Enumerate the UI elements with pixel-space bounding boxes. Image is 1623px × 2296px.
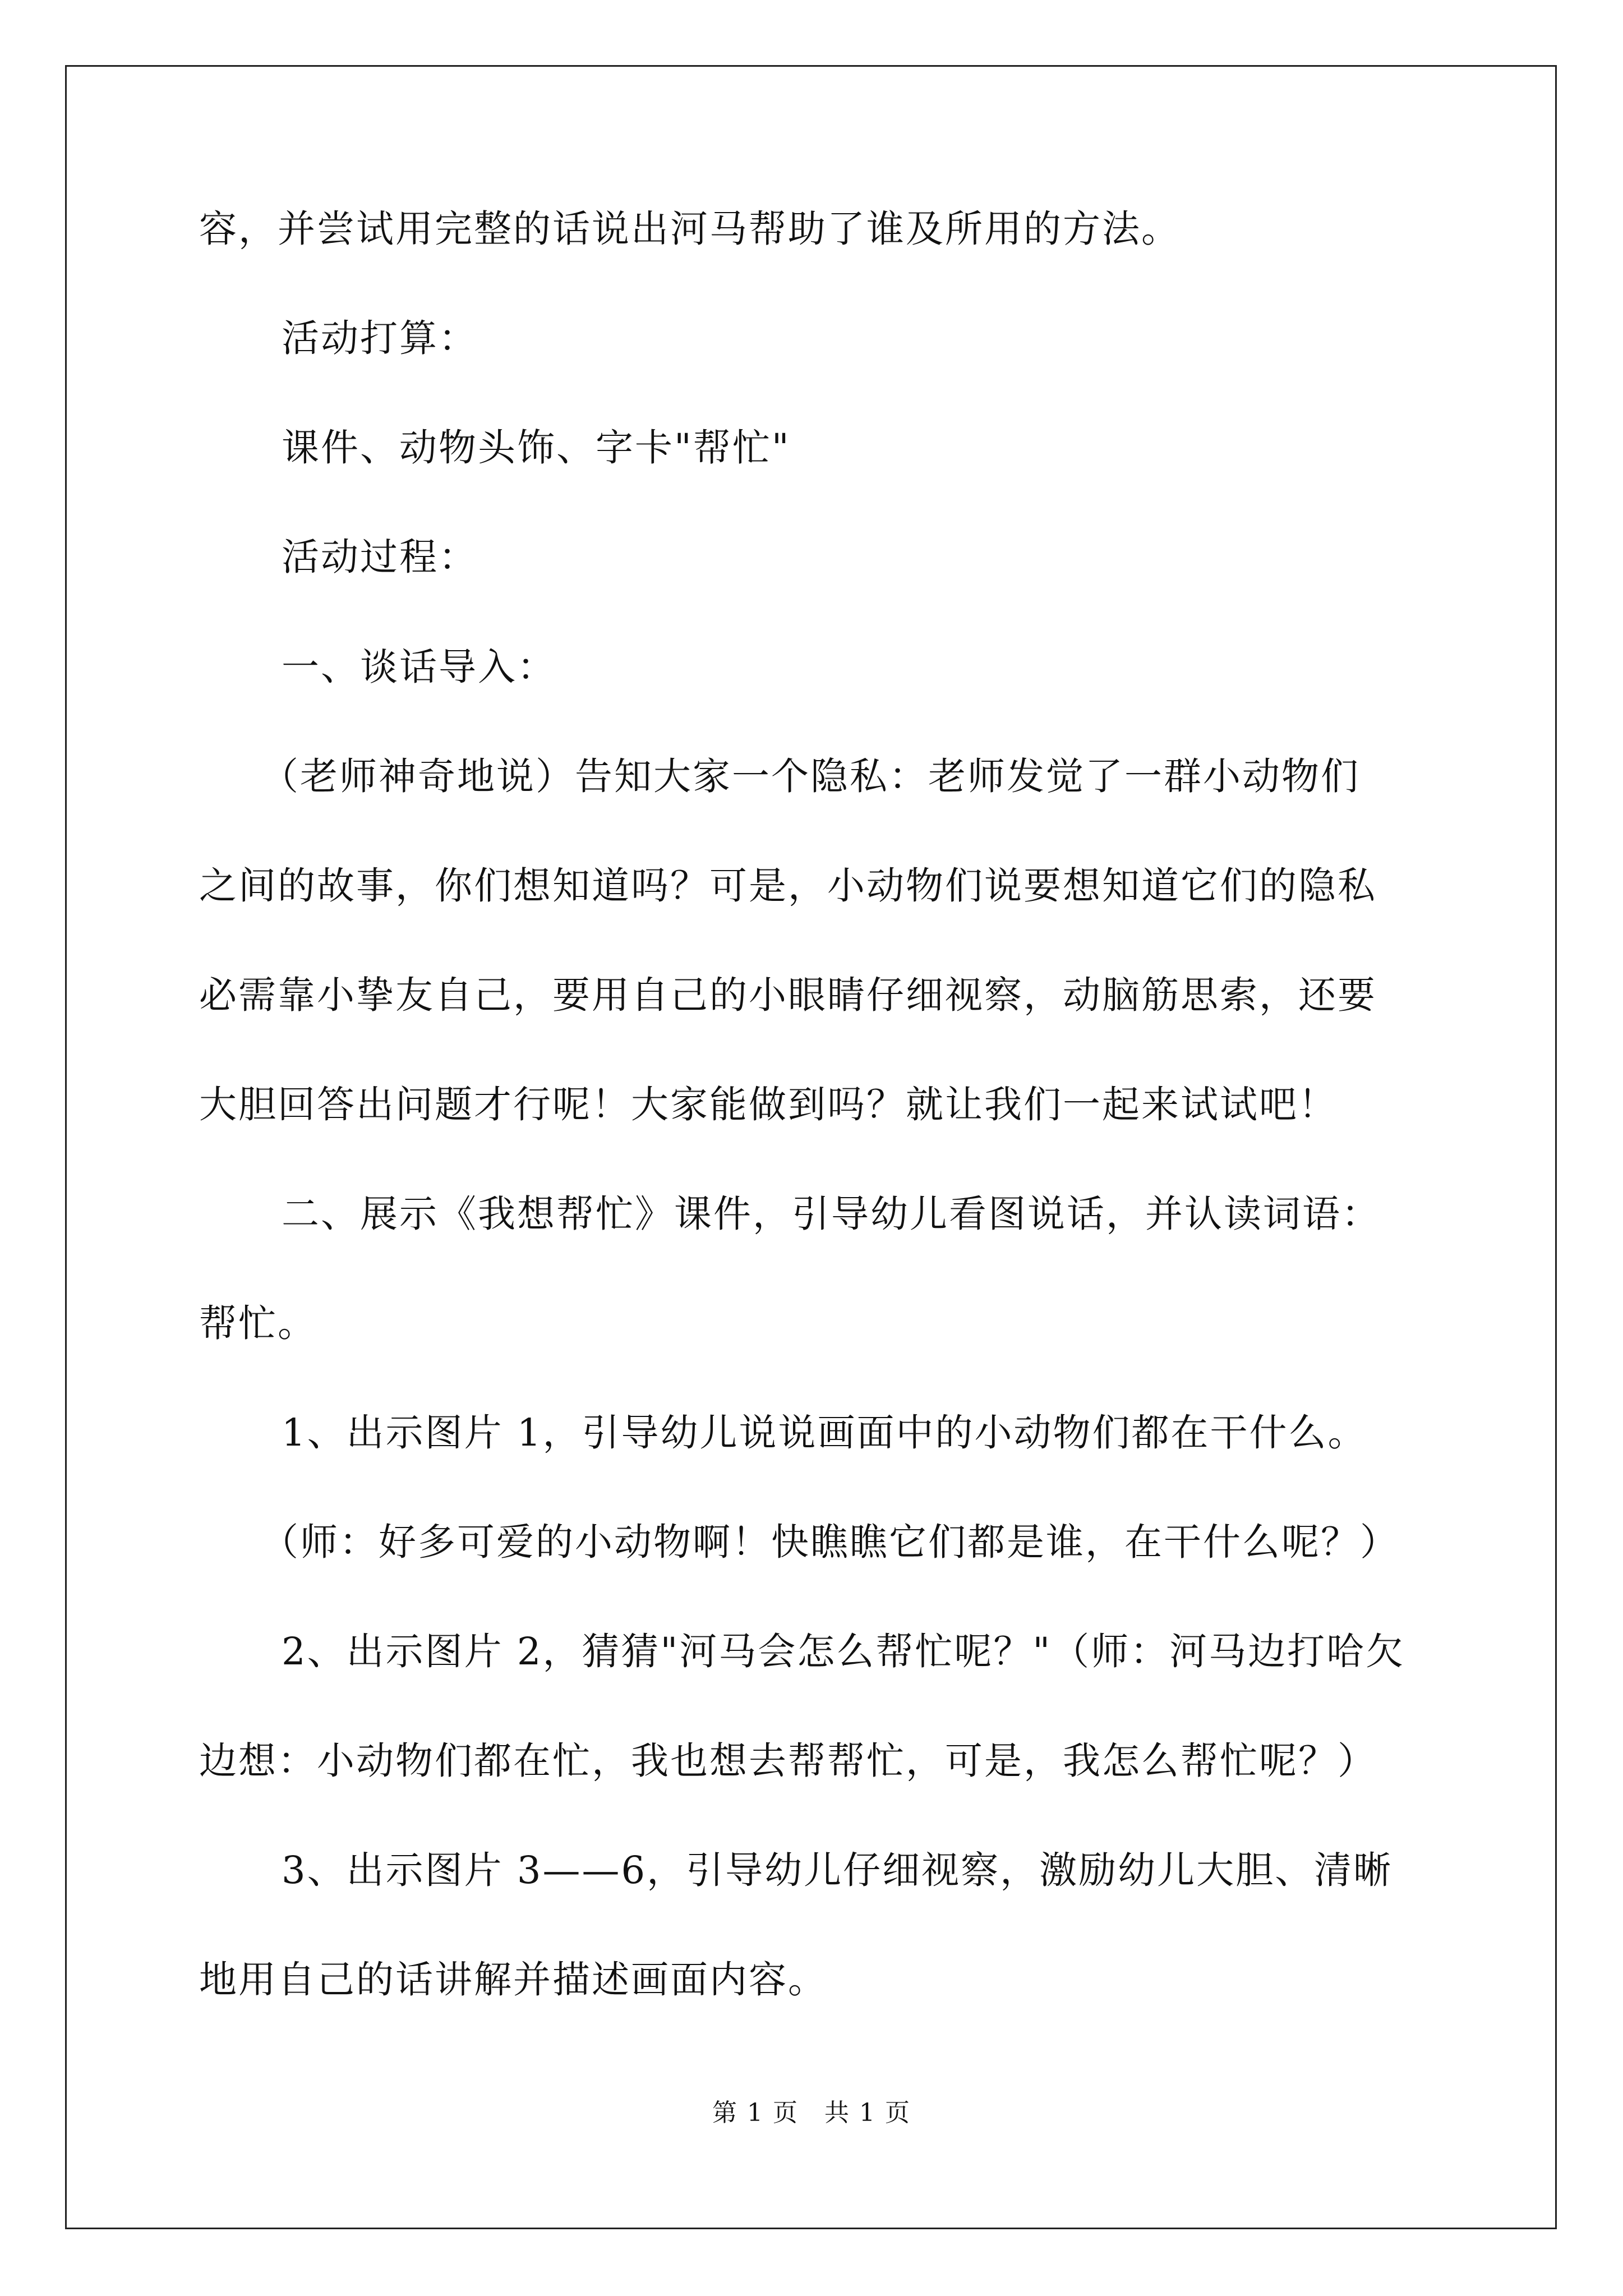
paragraph-line: 大胆回答出问题才行呢！大家能做到吗？就让我们一起来试试吧！ (199, 1083, 1338, 1126)
paragraph-line: 2、出示图片 2，猜猜"河马会怎么帮忙呢？"（师：河马边打哈欠 (282, 1630, 1405, 1673)
paragraph-line: 3、出示图片 3——6，引导幼儿仔细视察，激励幼儿大胆、清晰 (282, 1848, 1393, 1892)
paragraph-line: 之间的故事，你们想知道吗？可是，小动物们说要想知道它们的隐私 (199, 864, 1377, 908)
paragraph-line: 课件、动物头饰、字卡"帮忙" (282, 426, 791, 470)
paragraph-line: 容，并尝试用完整的话说出河马帮助了谁及所用的方法。 (199, 207, 1181, 251)
page-number-footer: 第 1 页 共 1 页 (712, 2099, 911, 2127)
paragraph-line: （老师神奇地说）告知大家一个隐私：老师发觉了一群小动物们 (261, 754, 1360, 798)
paragraph-line: 边想：小动物们都在忙，我也想去帮帮忙，可是，我怎么帮忙呢？） (199, 1739, 1377, 1783)
paragraph-line: 二、展示《我想帮忙》课件，引导幼儿看图说话，并认读词语： (282, 1192, 1381, 1236)
paragraph-line: 一、谈话导入： (282, 645, 556, 689)
paragraph-line: （师：好多可爱的小动物啊！快瞧瞧它们都是谁，在干什么呢？） (261, 1520, 1399, 1564)
paragraph-line: 必需靠小挚友自己，要用自己的小眼睛仔细视察，动脑筋思索，还要 (199, 973, 1377, 1017)
paragraph-line: 活动过程： (282, 535, 478, 579)
paragraph-line: 帮忙。 (199, 1301, 317, 1345)
paragraph-line: 1、出示图片 1，引导幼儿说说画面中的小动物们都在干什么。 (282, 1411, 1367, 1455)
page-border (65, 65, 1557, 2229)
paragraph-line: 活动打算： (282, 316, 478, 360)
paragraph-line: 地用自己的话讲解并描述画面内容。 (199, 1958, 827, 2001)
